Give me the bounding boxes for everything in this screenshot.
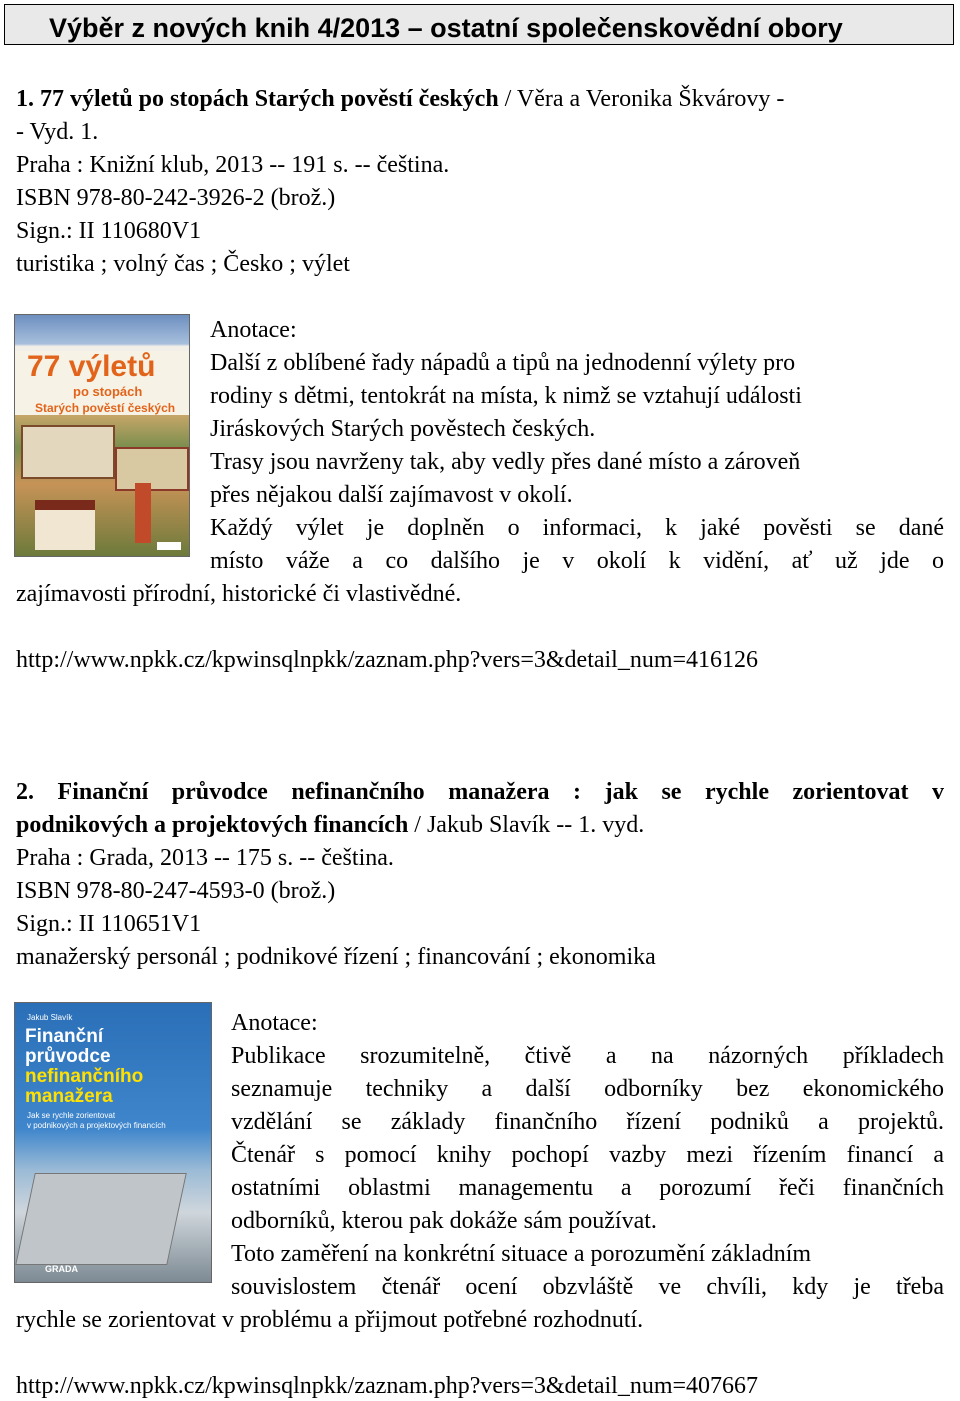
book-1-signature: Sign.: II 110680V1 — [16, 218, 202, 244]
publisher-logo — [157, 542, 181, 550]
book-2-annotation-line: odborníků, kterou pak dokáže sám používat. — [231, 1208, 657, 1234]
page-title: Výběr z nových knih 4/2013 – ostatní společenskovědní obory — [49, 13, 843, 43]
book-2-annotation-line: rychle se zorientovat v problému a přijmout potřebné rozhodnutí. — [16, 1307, 644, 1333]
cover-title: průvodce — [25, 1046, 111, 1067]
book-2-title: Finanční průvodce nefinančního manažera : jak se rychle zorientovat v — [57, 779, 944, 805]
cover-tower-photo — [135, 483, 151, 543]
book-2-subjects: manažerský personál ; podnikové řízení ; financování ; ekonomika — [16, 944, 656, 970]
book-1-title-line — [16, 84, 784, 114]
book-1-annotation-line: Každý výlet je doplněn o informaci, k jaké pověsti se dané — [210, 515, 944, 541]
book-2-annotation-line: souvislostem čtenář ocení obzvláště ve chvíli, kdy je třeba — [231, 1274, 944, 1300]
book-1-title: 77 výletů po stopách Starých pověstí českých — [40, 86, 499, 112]
book-2-annotation-line: Publikace srozumitelně, čtivě a na názorných příkladech — [231, 1043, 944, 1069]
cover-title: nefinančního — [25, 1066, 144, 1087]
book-1-annotation-line: přes nějakou další zajímavost v okolí. — [210, 482, 573, 508]
book-2-annotation-line: vzdělání se základy finančního řízení podniků a projektů. — [231, 1109, 944, 1135]
book-1-responsibility: / Věra a Veronika Škvárovy - — [498, 86, 785, 112]
cover-title: 77 výletů — [27, 350, 156, 383]
cover-castle-photo — [21, 425, 115, 479]
book-1-annotation-line: Jiráskových Starých pověstech českých. — [210, 416, 596, 442]
book-2-responsibility: / Jakub Slavík -- 1. vyd. — [408, 812, 645, 838]
cover-publisher: GRADA — [45, 1264, 78, 1274]
cover-subtitle: Jak se rychle zorientovat — [27, 1111, 116, 1120]
book-2-annotation-line: seznamuje techniky a další odborníky bez ekonomického — [231, 1076, 944, 1102]
book-1-annotation-line: místo váže a co dalšího je v okolí k vidění, ať už jde o — [210, 548, 944, 574]
cover-house-photo — [35, 500, 95, 550]
book-2-annotation-line: Toto zaměření na konkrétní situace a porozumění základním — [231, 1241, 812, 1267]
cover-building-photo — [115, 447, 189, 491]
header-box — [4, 4, 954, 45]
book-2-imprint: Praha : Grada, 2013 -- 175 s. -- čeština. — [16, 845, 394, 871]
book-1-annotation-line: Další z oblíbené řady nápadů a tipů na jednodenní výlety pro — [210, 350, 796, 376]
book-2-link[interactable]: http://www.npkk.cz/kpwinsqlnpkk/zaznam.php?vers=3&detail_num=407667 — [16, 1373, 759, 1399]
book-2-number: 2. — [16, 779, 34, 805]
book-2-annotation-line: ostatními oblastmi managementu a porozumí řeči finančních — [231, 1175, 944, 1201]
book-1-isbn: ISBN 978-80-242-3926-2 (brož.) — [16, 185, 336, 211]
book-1-subjects: turistika ; volný čas ; Česko ; výlet — [16, 251, 350, 277]
book-2-title-line — [16, 777, 944, 807]
book-1-edition: - Vyd. 1. — [16, 119, 99, 145]
book-2-title-line-2 — [16, 810, 644, 840]
book-2-cover-image — [14, 1002, 212, 1283]
book-1-cover-image — [14, 314, 190, 557]
book-1-annotation-line: rodiny s dětmi, tentokrát na místa, k nimž se vztahují události — [210, 383, 802, 409]
book-2-title-cont: podnikových a projektových financích — [16, 812, 409, 838]
book-1-imprint: Praha : Knižní klub, 2013 -- 191 s. -- čeština. — [16, 152, 450, 178]
cover-subtitle-2: Starých pověstí českých — [35, 401, 176, 415]
cover-calculator-photo — [15, 1173, 187, 1265]
book-1-link[interactable]: http://www.npkk.cz/kpwinsqlnpkk/zaznam.php?vers=3&detail_num=416126 — [16, 647, 759, 673]
cover-author: Jakub Slavík — [27, 1013, 73, 1022]
book-2-isbn: ISBN 978-80-247-4593-0 (brož.) — [16, 878, 336, 904]
book-1-number: 1. — [16, 86, 34, 112]
book-1-annotation-label: Anotace: — [210, 317, 297, 343]
book-2-annotation-label: Anotace: — [231, 1010, 318, 1036]
book-2-annotation-line: Čtenář s pomocí knihy pochopí vazby mezi řízením financí a — [231, 1142, 944, 1168]
cover-title: manažera — [25, 1086, 113, 1107]
cover-subtitle: po stopách — [73, 384, 143, 399]
book-2-signature: Sign.: II 110651V1 — [16, 911, 202, 937]
cover-subtitle: v podnikových a projektových financích — [27, 1121, 166, 1130]
cover-title: Finanční — [25, 1026, 104, 1047]
book-1-annotation-line: zajímavosti přírodní, historické či vlastivědné. — [16, 581, 462, 607]
book-1-annotation-line: Trasy jsou navrženy tak, aby vedly přes dané místo a zároveň — [210, 449, 801, 475]
